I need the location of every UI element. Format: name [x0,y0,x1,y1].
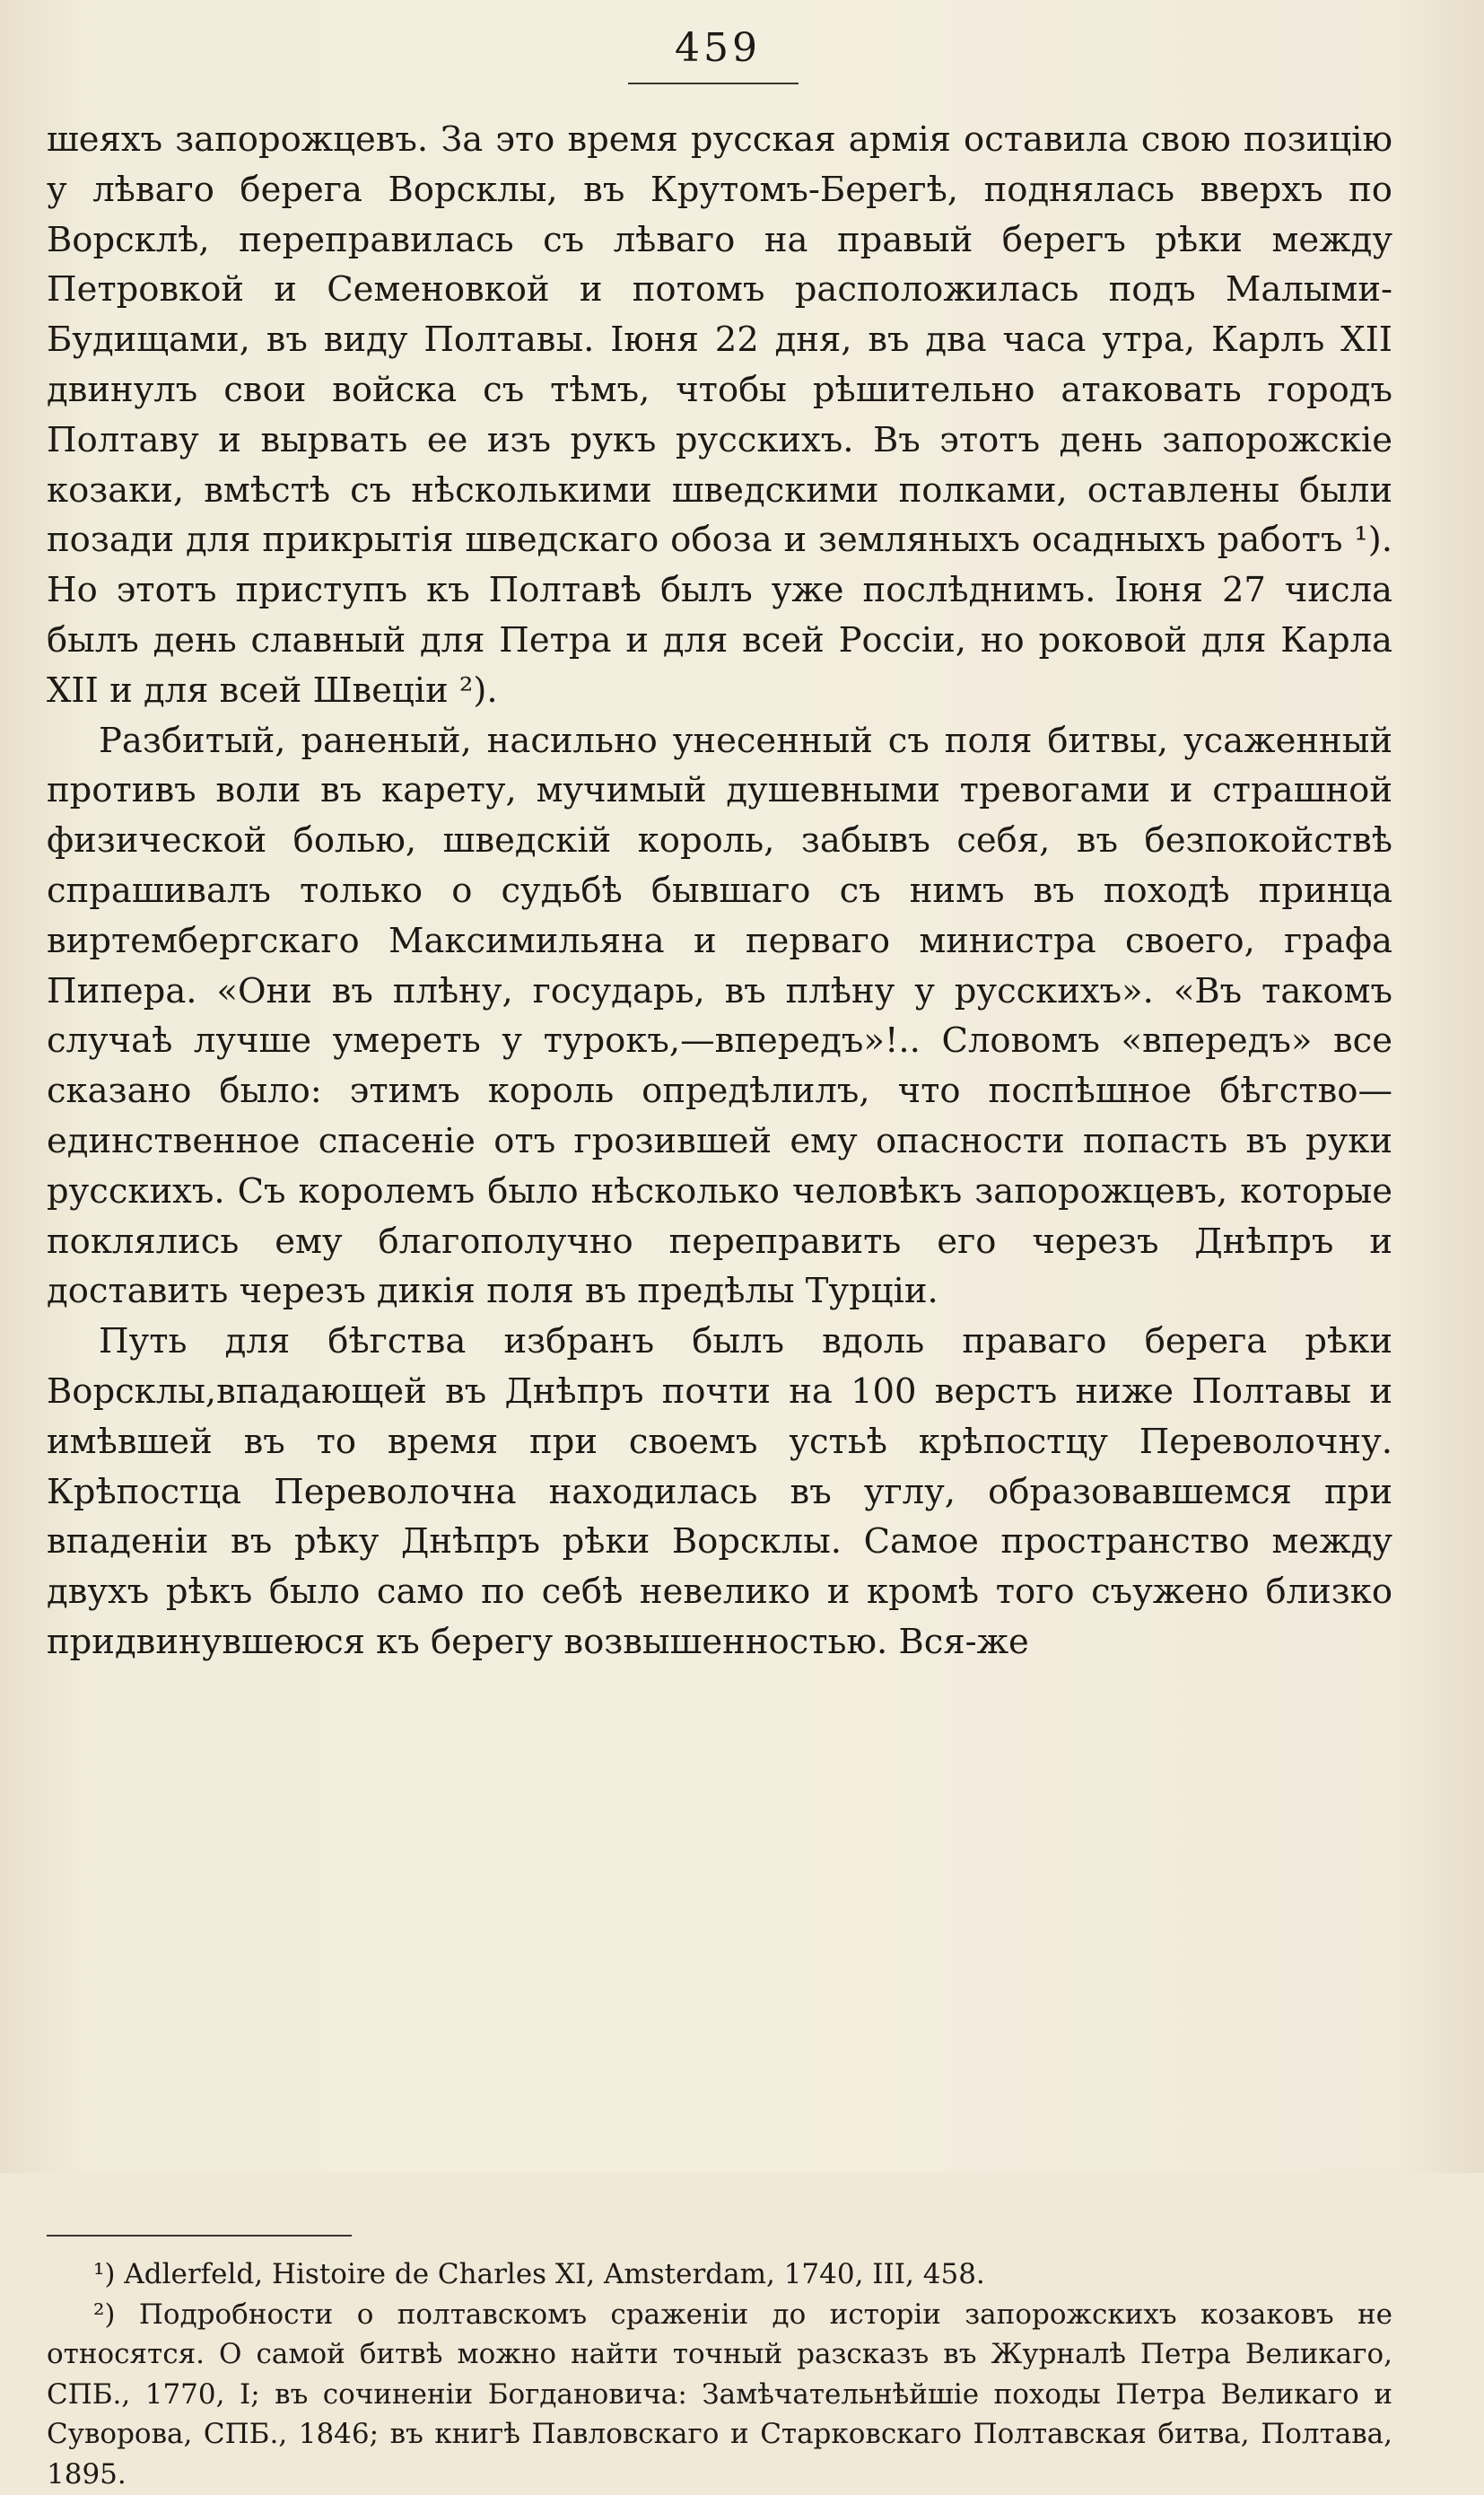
header-rule [628,83,799,84]
footnote-1: ¹) Adlerfeld, Histoire de Charles XI, Amsterdam, 1740, III, 458. [93,2258,985,2290]
paragraph-2: Разбитый, раненый, насильно унесенный съ поля битвы, усаженный противъ воли въ карету, мучимый душевными тревогами и страшной физической болью, шведскій король, забывъ себя, въ безпокойствѣ спрашивалъ только о судьбѣ бывшаго съ нимъ въ походѣ принца виртембергскаго Максимильяна и перваго министра своего, графа Пипера. «Они въ плѣну, государь, въ плѣну у русскихъ». «Въ такомъ случаѣ лучше умереть у турокъ,—впередъ»!.. Словомъ «впередъ» все сказано было: этимъ король опредѣлилъ, что поспѣшное бѣгство—единственное спасеніе отъ грозившей ему опасности попасть въ руки русскихъ. Съ королемъ было нѣсколько человѣкъ запорожцевъ, которые поклялись ему благополучно переправить его черезъ Днѣпръ и доставить черезъ дикія поля въ предѣлы Турціи. [47,720,1392,1312]
paragraph-1: шеяхъ запорожцевъ. За это время русская армія оставила свою позицію у лѣваго берега Ворсклы, въ Крутомъ-Берегѣ, поднялась вверхъ по Ворсклѣ, переправилась съ лѣваго на правый берегъ рѣки между Петровкой и Семеновкой и потомъ расположилась подъ Малыми-Будищами, въ виду Полтавы. Іюня 22 дня, въ два часа утра, Карлъ XII двинулъ свои войска съ тѣмъ, чтобы рѣшительно атаковать городъ Полтаву и вырвать ее изъ рукъ русскихъ. Въ этотъ день запорожскіе козаки, вмѣстѣ съ нѣсколькими шведскими полками, оставлены были позади для прикрытія шведскаго обоза и земляныхъ осадныхъ работъ ¹). Но этотъ приступъ къ Полтавѣ былъ уже послѣднимъ. Іюня 27 числа былъ день славный для Петра и для всей Россіи, но роковой для Карла XII и для всей Швеціи ²). [47,119,1392,711]
main-text [47,115,1392,1668]
footnote-2: ²) Подробности о полтавскомъ сраженіи до исторіи запорожскихъ козаковъ не относятся. О самой битвѣ можно найти точный разсказъ въ Журналѣ Петра Великаго, СПБ., 1770, I; въ сочиненіи Богдановича: Замѣчательнѣйшіе походы Петра Великаго и Суворова, СПБ., 1846; въ книгѣ Павловскаго и Старковскаго Полтавская битва, Полтава, 1895. [47,2298,1392,2491]
paragraph-3: Путь для бѣгства избранъ былъ вдоль праваго берега рѣки Ворсклы,впадающей въ Днѣпръ почти на 100 верстъ ниже Полтавы и имѣвшей въ то время при своемъ устьѣ крѣпостцу Переволочну. Крѣпостца Переволочна находилась въ углу, образовавшемся при впаденіи въ рѣку Днѣпръ рѣки Ворсклы. Самое пространство между двухъ рѣкъ было само по себѣ невелико и кромѣ того съужено близко придвинувшеюся къ берегу возвышенностью. Вся-же [47,1321,1392,1662]
footnotes [47,2254,1392,2495]
footnote-rule [47,2235,352,2237]
page-number: 459 [675,25,761,71]
